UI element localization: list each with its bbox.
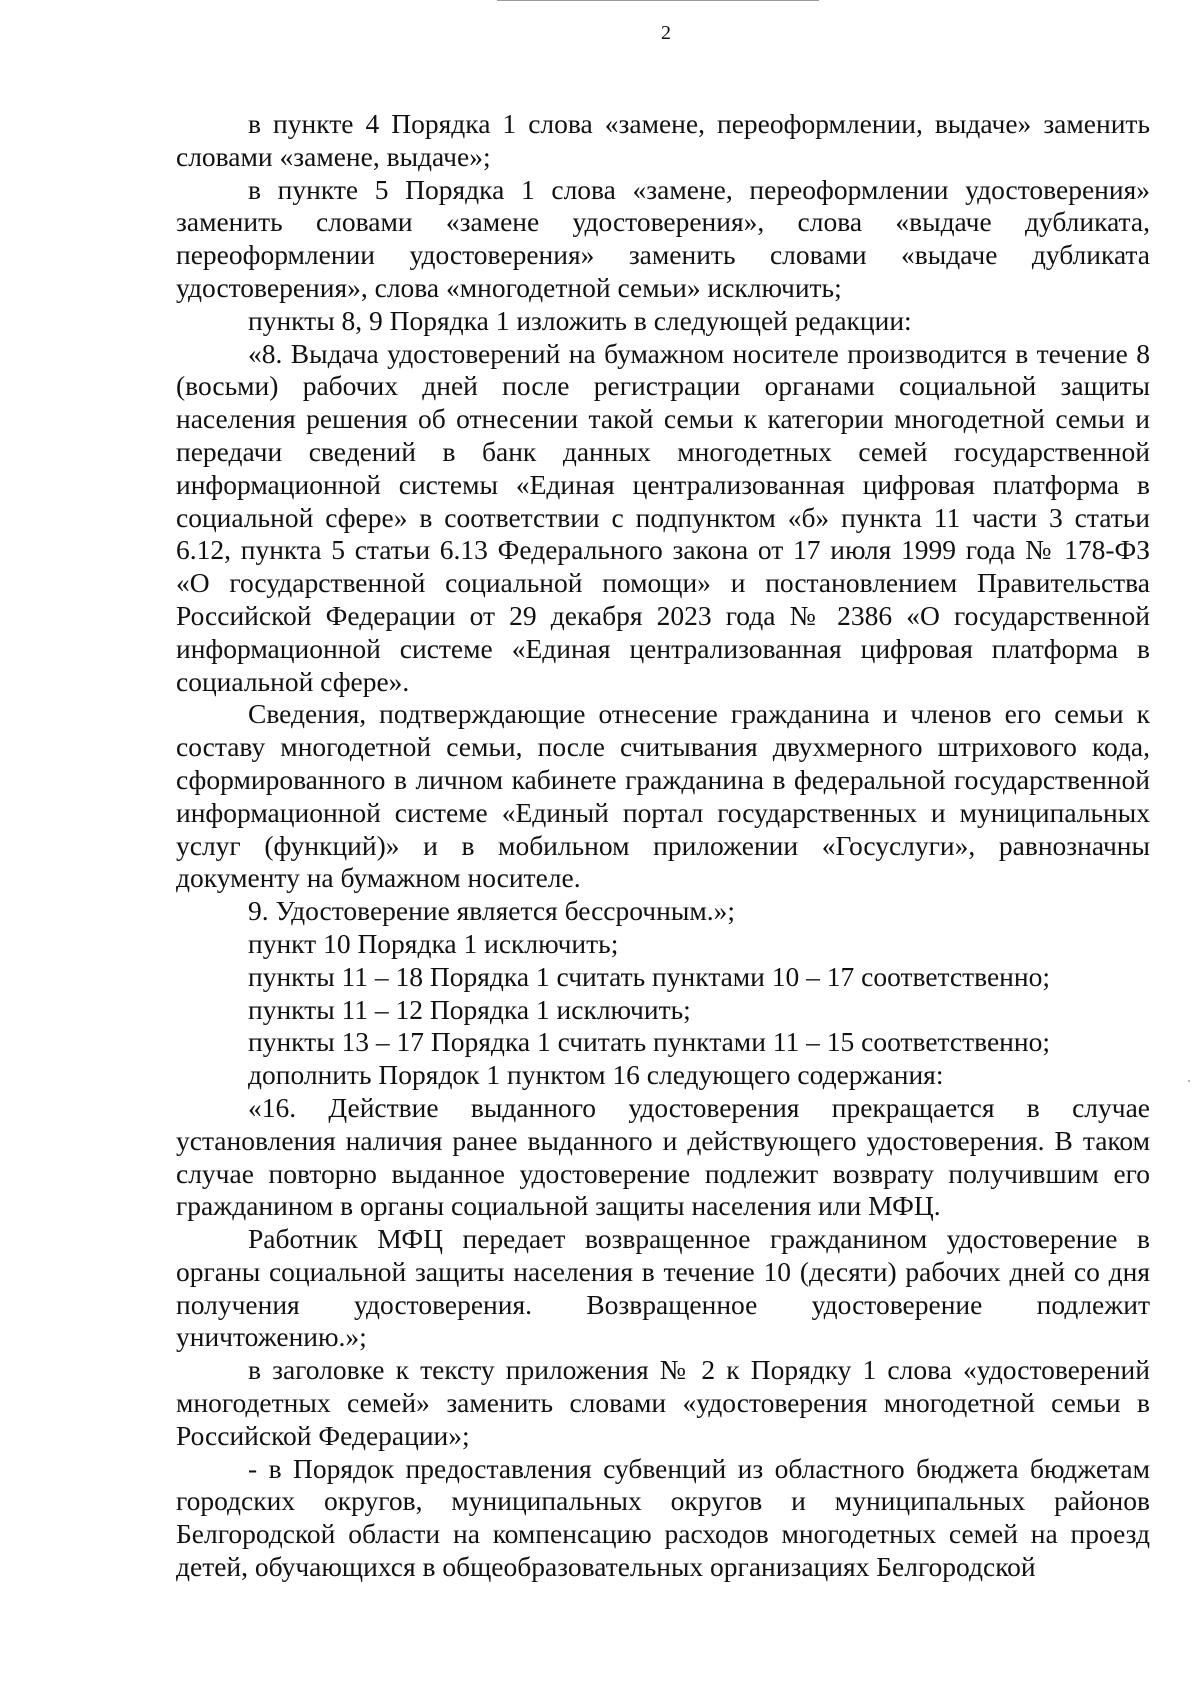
scan-speck: [1188, 1080, 1190, 1082]
paragraph-new-item-16: «16. Действие выданного удостоверения прекращается в случае установления наличия ранее выданного и действующего удостоверения. В таком случае повторно выданное удостоверение подлежит возврату получившим его гражданином в органы социальной защиты населения или МФЦ.: [176, 1091, 1150, 1222]
paragraph-mfc-return: Работник МФЦ передает возвращенное гражданином удостоверение в органы социальной защиты населения в течение 10 (десяти) рабочих дней со дня получения удостоверения. Возвращенное удостоверение подлежит уничтожению.»;: [176, 1223, 1150, 1353]
scan-edge-line: [497, 0, 819, 1]
paragraph-subvention-order: - в Порядок предоставления субвенций из областного бюджета бюджетам городских округов, муниципальных округов и муниципальных районов Белгородской области на компенсацию расходов многодетных семей на проезд детей, обучающихся в общеобразовательных организациях Белгородской: [176, 1452, 1150, 1583]
paragraph-item-10-excluded: пункт 10 Порядка 1 исключить;: [248, 927, 619, 959]
paragraph-renumber-13-17: пункты 13 – 17 Порядка 1 считать пунктами 11 – 15 соответственно;: [248, 1026, 1050, 1058]
paragraph-renumber-11-18: пункты 11 – 18 Порядка 1 считать пунктами 10 – 17 соответственно;: [248, 960, 1050, 992]
paragraph-add-item-16: дополнить Порядок 1 пунктом 16 следующего содержания:: [248, 1059, 944, 1091]
paragraph-items-8-9-intro: пункты 8, 9 Порядка 1 изложить в следующей редакции:: [248, 304, 912, 336]
paragraph-new-item-8: «8. Выдача удостоверений на бумажном носителе производится в течение 8 (восьми) рабочих дней после регистрации органами социальной защиты населения решения об отнесении такой семьи к категории многодетной семьи и передачи сведений в банк данных многодетных семей государственной информационной системы «Единая централизованная цифровая платформа в социальной сфере» в соответствии с подпунктом «б» пункта 11 части 3 статьи 6.12, пункта 5 статьи 6.13 Федерального закона от 17 июля 1999 года № 178-ФЗ «О государственной социальной помощи» и постановлением Правительства Российской Федерации от 29 декабря 2023 года № 2386 «О государственной информационной системе «Единая централизованная цифровая платформа в социальной сфере».: [176, 337, 1150, 697]
paragraph-item-4: в пункте 4 Порядка 1 слова «замене, переоформлении, выдаче» заменить словами «замене, выдаче»;: [176, 108, 1150, 172]
page-number: 2: [661, 22, 671, 44]
paragraph-item-5: в пункте 5 Порядка 1 слова «замене, переоформлении удостоверения» заменить словами «замене удостоверения», слова «выдаче дубликата, переоформлении удостоверения» заменить словами «выдаче дубликата удостоверения», слова «многодетной семьи» исключить;: [176, 173, 1150, 303]
paragraph-appendix-2-title: в заголовке к тексту приложения № 2 к Порядку 1 слова «удостоверений многодетных семей» заменить словами «удостоверения многодетной семьи в Российской Федерации»;: [176, 1354, 1150, 1451]
paragraph-new-item-9: 9. Удостоверение является бессрочным.»;: [248, 895, 735, 927]
document-body: [176, 108, 1150, 1584]
paragraph-digital-evidence: Сведения, подтверждающие отнесение гражданина и членов его семьи к составу многодетной семьи, после считывания двухмерного штрихового кода, сформированного в личном кабинете гражданина в федеральной государственной информационной системе «Единый портал государственных и муниципальных услуг (функций)» и в мобильном приложении «Госуслуги», равнозначны документу на бумажном носителе.: [176, 698, 1150, 894]
paragraph-items-11-12-excluded: пункты 11 – 12 Порядка 1 исключить;: [248, 993, 691, 1025]
